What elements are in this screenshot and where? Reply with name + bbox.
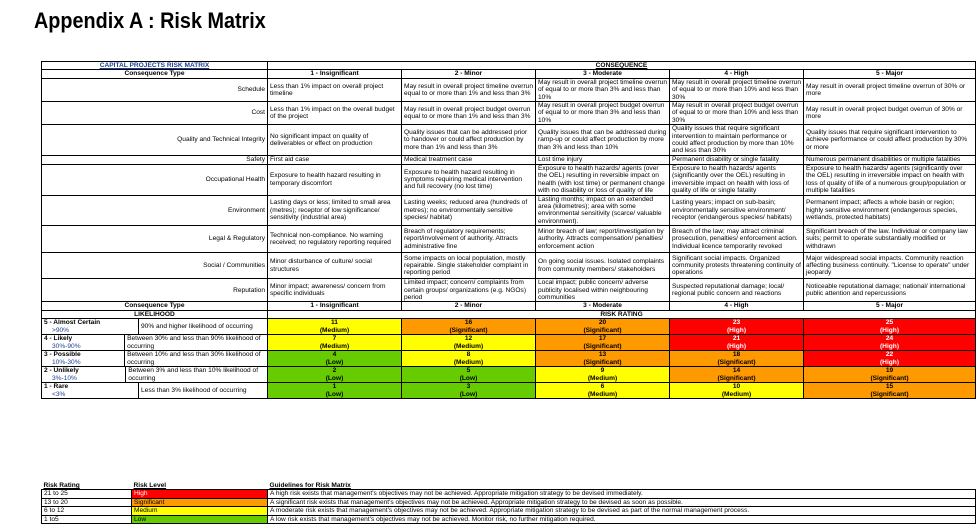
risk-rating-cell bbox=[536, 383, 670, 399]
risk-score: 18 bbox=[732, 351, 741, 359]
risk-score: 20 bbox=[598, 319, 607, 327]
legend-header: Risk Rating bbox=[43, 482, 80, 489]
consequence-type-label: Consequence Type bbox=[42, 70, 268, 78]
likelihood-row bbox=[42, 383, 976, 399]
risk-rating-cell bbox=[804, 351, 976, 367]
risk-rating-cell bbox=[402, 383, 536, 399]
likelihood-label bbox=[42, 383, 139, 398]
level-header: 1 - Insignificant bbox=[268, 302, 402, 310]
legend-level: Low bbox=[132, 515, 268, 523]
consequence-cell: Minor disturbance of culture/ social structures bbox=[268, 253, 402, 279]
level-header: 5 - Major bbox=[804, 70, 976, 78]
consequence-levels-row bbox=[42, 70, 976, 78]
consequence-cell: Numerous permanent disabilities or multiple fatalities bbox=[804, 155, 976, 164]
legend-range: 6 to 12 bbox=[42, 507, 132, 515]
consequence-type: Legal & Regulatory bbox=[42, 226, 268, 253]
risk-rating-cell bbox=[670, 367, 804, 383]
legend-row bbox=[42, 498, 976, 506]
risk-score: 12 bbox=[464, 335, 473, 343]
risk-level: (High) bbox=[879, 326, 900, 334]
risk-rating-cell bbox=[536, 367, 670, 383]
likelihood-label-cell bbox=[42, 367, 268, 383]
legend-range: 1 to5 bbox=[42, 515, 132, 523]
risk-level: (High) bbox=[879, 342, 900, 350]
consequence-cell: No significant impact on quality of deliverables or effect on production bbox=[268, 125, 402, 156]
consequence-type: Cost bbox=[42, 102, 268, 125]
risk-level: (Significant) bbox=[583, 342, 622, 350]
risk-score: 25 bbox=[885, 319, 894, 327]
risk-rating-cell bbox=[670, 319, 804, 335]
risk-rating-cell bbox=[804, 335, 976, 351]
legend-guideline: A moderate risk exists that management's objectives may not be achieved. Appropriate mitigation strategy to be devised as part of the normal management process. bbox=[268, 507, 976, 515]
risk-score: 1 bbox=[332, 383, 337, 391]
risk-rating-cell bbox=[536, 319, 670, 335]
risk-level: (Medium) bbox=[721, 390, 752, 398]
risk-score: 14 bbox=[732, 367, 741, 375]
level-header: 4 - High bbox=[670, 70, 804, 78]
risk-rating-cell bbox=[402, 351, 536, 367]
risk-score: 7 bbox=[332, 335, 337, 343]
consequence-row bbox=[42, 125, 976, 156]
consequence-cell: Quality issues that require significant intervention to maintain performance or could affect production by more than 10% and less than 30% bbox=[670, 125, 804, 156]
consequence-cell: Permanent impact; affects a whole basin or region; highly sensitive environment (endangerous species, wetlands, protected habitats) bbox=[804, 195, 976, 226]
consequence-cell: Exposure to health hazard resulting in temporary discomfort bbox=[268, 164, 402, 195]
consequence-cell: Lasting months; impact on an extended area (kilometres); area with some environmental sensitivity (scarce/ valuable environment). bbox=[536, 195, 670, 226]
consequence-type: Safety bbox=[42, 155, 268, 164]
consequence-cell: Permanent disability or single fatality bbox=[670, 155, 804, 164]
risk-score: 24 bbox=[885, 335, 894, 343]
consequence-cell: May result in overall project budget overrun of equal to or more than 3% and less than 10% bbox=[536, 102, 670, 125]
likelihood-range: <3% bbox=[52, 390, 66, 398]
likelihood-range: 3%-10% bbox=[52, 374, 77, 382]
risk-score: 6 bbox=[600, 383, 605, 391]
likelihood-row bbox=[42, 351, 976, 367]
risk-rating-cell bbox=[402, 319, 536, 335]
risk-score: 23 bbox=[732, 319, 741, 327]
consequence-cell: First aid case bbox=[268, 155, 402, 164]
risk-rating-header: RISK RATING bbox=[268, 310, 976, 318]
consequence-type-label: Consequence Type bbox=[42, 302, 268, 310]
risk-matrix-table bbox=[41, 61, 976, 399]
risk-level: (Low) bbox=[325, 358, 344, 366]
risk-score: 5 bbox=[466, 367, 471, 375]
legend-level: Significant bbox=[132, 498, 268, 506]
risk-rating-cell bbox=[670, 383, 804, 399]
likelihood-desc: Less than 3% likelihood of occurring bbox=[141, 386, 247, 394]
risk-level: (Medium) bbox=[453, 342, 484, 350]
likelihood-desc: Between 3% and less than 10% likelihood of occurring bbox=[128, 367, 259, 382]
consequence-cell: Exposure to health hazards/ agents (significantly over the OEL) resulting in irreversible impact on health with loss of quality of life of a numerous group/population or multiple fatalities bbox=[804, 164, 976, 195]
consequence-cell: Medical treatment case bbox=[402, 155, 536, 164]
likelihood-range: 30%-90% bbox=[52, 342, 81, 350]
risk-level: (Significant) bbox=[717, 358, 756, 366]
consequence-cell: Quality issues that can be addressed during ramp-up or could affect production by more than 3% and less than 10% bbox=[536, 125, 670, 156]
consequence-row bbox=[42, 226, 976, 253]
consequence-type: Social / Communities bbox=[42, 253, 268, 279]
risk-score: 21 bbox=[732, 335, 741, 343]
risk-level: (Low) bbox=[459, 374, 478, 382]
risk-level: (Low) bbox=[325, 390, 344, 398]
legend-row bbox=[42, 515, 976, 523]
risk-rating-cell bbox=[804, 367, 976, 383]
consequence-cell: Minor breach of law; report/investigation by authority. Attracts compensation/ penalties/ enforcement action bbox=[536, 226, 670, 253]
consequence-cell: On going social issues. Isolated complaints from community members/ stakeholders bbox=[536, 253, 670, 279]
risk-rating-cell bbox=[402, 335, 536, 351]
consequence-cell: Lasting years; impact on sub-basin; environmentally sensitive environment/ receptor (endangerous species/ habitats) bbox=[670, 195, 804, 226]
likelihood-label bbox=[42, 335, 125, 350]
consequence-type: Quality and Technical Integrity bbox=[42, 125, 268, 156]
risk-level: (High) bbox=[726, 326, 747, 334]
consequence-row bbox=[42, 279, 976, 302]
risk-rating-cell bbox=[268, 383, 402, 399]
risk-level: (Medium) bbox=[319, 342, 350, 350]
level-header: 3 - Moderate bbox=[536, 70, 670, 78]
consequence-header: CONSEQUENCE bbox=[268, 62, 976, 70]
legend-row bbox=[42, 490, 976, 498]
level-header: 3 - Moderate bbox=[536, 302, 670, 310]
consequence-type: Schedule bbox=[42, 78, 268, 101]
consequence-cell: Less than 1% impact on the overall budget of the project bbox=[268, 102, 402, 125]
risk-level: (Medium) bbox=[453, 358, 484, 366]
risk-rating-cell bbox=[402, 367, 536, 383]
level-header: 2 - Minor bbox=[402, 302, 536, 310]
risk-level: (Significant) bbox=[449, 326, 488, 334]
risk-level: (High) bbox=[879, 358, 900, 366]
consequence-cell: May result in overall project budget overrun of equal to or more than 10% and less than 30% bbox=[670, 102, 804, 125]
likelihood-name: 3 - Possible bbox=[44, 351, 81, 359]
consequence-cell: May result in overall project budget overrun of 30% or more bbox=[804, 102, 976, 125]
risk-rating-cell bbox=[268, 319, 402, 335]
likelihood-range: >90% bbox=[52, 326, 70, 334]
consequence-cell: Minor impact; awareness/ concern from specific individuals bbox=[268, 279, 402, 302]
consequence-cell: Noticeable reputational damage; national/ international public attention and repercussions bbox=[804, 279, 976, 302]
likelihood-range: 10%-30% bbox=[52, 358, 81, 366]
risk-level: (Significant) bbox=[583, 358, 622, 366]
consequence-cell: Exposure to health hazards/ agents (significantly over the OEL) resulting in irreversible impact on health with loss of quality of life or single fatality bbox=[670, 164, 804, 195]
consequence-cell: Local impact; public concern/ adverse publicity localised within neighbouring communities bbox=[536, 279, 670, 302]
legend-guideline: A high risk exists that management's objectives may not be achieved. Appropriate mitigation strategy to be devised immediately. bbox=[268, 490, 976, 498]
likelihood-desc: 90% and higher likelihood of occurring bbox=[141, 322, 253, 330]
risk-level: (High) bbox=[726, 342, 747, 350]
consequence-cell: Lasting weeks; reduced area (hundreds of metres); no environmentally sensitive species/ habitat) bbox=[402, 195, 536, 226]
consequence-levels-row bbox=[42, 302, 976, 310]
risk-level: (Low) bbox=[325, 374, 344, 382]
consequence-cell: Some impacts on local population, mostly repairable. Single stakeholder complaint in reporting period bbox=[402, 253, 536, 279]
likelihood-name: 1 - Rare bbox=[44, 383, 69, 391]
consequence-cell: Limited impact; concern/ complaints from certain groups/ organizations (e.g. NGOs) period bbox=[402, 279, 536, 302]
consequence-cell: Suspected reputational damage; local/ regional public concern and reactions bbox=[670, 279, 804, 302]
risk-level: (Medium) bbox=[587, 374, 618, 382]
risk-score: 11 bbox=[331, 319, 338, 327]
risk-level: (Medium) bbox=[587, 390, 618, 398]
risk-level: (Significant) bbox=[870, 390, 909, 398]
risk-rating-cell bbox=[268, 335, 402, 351]
consequence-cell: Exposure to health hazard resulting in symptoms requiring medical intervention and full recovery (no lost time) bbox=[402, 164, 536, 195]
likelihood-name: 5 - Almost Certain bbox=[44, 319, 101, 327]
risk-rating-cell bbox=[804, 319, 976, 335]
risk-score: 3 bbox=[466, 383, 471, 391]
level-header: 5 - Major bbox=[804, 302, 976, 310]
legend-header: Guidelines for Risk Matrix bbox=[269, 482, 351, 489]
risk-score: 16 bbox=[464, 319, 473, 327]
legend-guideline: A low risk exists that management's objectives may not be achieved. Monitor risk, no further mitigation required. bbox=[268, 515, 976, 523]
likelihood-label-cell bbox=[42, 351, 268, 367]
level-header: 1 - Insignificant bbox=[268, 70, 402, 78]
risk-rating-cell bbox=[670, 351, 804, 367]
consequence-cell: Breach of the law; may attract criminal prosecution, penalties/ enforcement action. Individual licence temporarily revoked bbox=[670, 226, 804, 253]
risk-level: (Significant) bbox=[717, 374, 756, 382]
likelihood-label-cell bbox=[42, 383, 268, 399]
risk-level: (Significant) bbox=[583, 326, 622, 334]
risk-score: 19 bbox=[885, 367, 894, 375]
risk-score: 4 bbox=[332, 351, 337, 359]
page-title: Appendix A : Risk Matrix bbox=[34, 8, 266, 33]
consequence-type: Reputation bbox=[42, 279, 268, 302]
likelihood-desc: Between 10% and less than 30% likelihood of occurring bbox=[127, 351, 261, 366]
consequence-row bbox=[42, 155, 976, 164]
consequence-cell: Major widespread social impacts. Community reaction affecting business continuity. "License to operate" under jeopardy bbox=[804, 253, 976, 279]
likelihood-row bbox=[42, 335, 976, 351]
consequence-cell: May result in overall project timeline overrun of equal to or more than 3% and less than 10% bbox=[536, 78, 670, 101]
likelihood-row bbox=[42, 367, 976, 383]
consequence-row bbox=[42, 195, 976, 226]
likelihood-name: 2 - Unlikely bbox=[44, 367, 79, 375]
risk-legend-table bbox=[41, 482, 976, 524]
consequence-cell: Exposure to health hazards/ agents (over the OEL) resulting in reversible impact on health (with lost time) or permanent change with no disability or loss of quality of life bbox=[536, 164, 670, 195]
risk-score: 10 bbox=[732, 383, 741, 391]
legend-guideline: A significant risk exists that management's objectives may not be achieved. Appropriate mitigation strategy to be devised as soon as possible. bbox=[268, 498, 976, 506]
consequence-cell: Quality issues that can be addressed prior to handover or could affect production by more than 1% and less than 3% bbox=[402, 125, 536, 156]
likelihood-label-cell bbox=[42, 319, 268, 335]
risk-rating-cell bbox=[804, 383, 976, 399]
likelihood-name: 4 - Likely bbox=[44, 335, 73, 343]
matrix-caption: CAPITAL PROJECTS RISK MATRIX bbox=[42, 62, 268, 70]
consequence-cell: Significant social impacts. Organized community protests threatening continuity of operations bbox=[670, 253, 804, 279]
consequence-cell: May result in overall project budget overrun equal to or more than 1% and less than 3% bbox=[402, 102, 536, 125]
risk-rating-cell bbox=[670, 335, 804, 351]
risk-score: 13 bbox=[598, 351, 607, 359]
likelihood-label bbox=[42, 367, 126, 382]
legend-level: Medium bbox=[132, 507, 268, 515]
consequence-type: Occupational Health bbox=[42, 164, 268, 195]
consequence-cell: May result in overall project timeline overrun of 30% or more bbox=[804, 78, 976, 101]
consequence-cell: Technical non-compliance. No warning received; no regulatory reporting required bbox=[268, 226, 402, 253]
consequence-row bbox=[42, 164, 976, 195]
risk-level: (Significant) bbox=[870, 374, 909, 382]
legend-row bbox=[42, 507, 976, 515]
risk-score: 17 bbox=[598, 335, 607, 343]
consequence-cell: Lasting days or less; limited to small area (metres); receptor of low significance/ sensitivity (industrial area) bbox=[268, 195, 402, 226]
legend-header: Risk Level bbox=[133, 482, 167, 489]
risk-score: 15 bbox=[885, 383, 894, 391]
legend-level: High bbox=[132, 490, 268, 498]
risk-level: (Low) bbox=[459, 390, 478, 398]
risk-score: 8 bbox=[466, 351, 471, 359]
consequence-cell: Quality issues that require significant intervention to achieve performance or could affect production by 30% or more bbox=[804, 125, 976, 156]
consequence-cell: Lost time injury bbox=[536, 155, 670, 164]
consequence-type: Environment bbox=[42, 195, 268, 226]
consequence-row bbox=[42, 102, 976, 125]
risk-score: 2 bbox=[332, 367, 337, 375]
risk-level: (Medium) bbox=[319, 326, 350, 334]
risk-rating-cell bbox=[536, 335, 670, 351]
likelihood-header: LIKELIHOOD bbox=[42, 310, 268, 318]
risk-rating-cell bbox=[536, 351, 670, 367]
legend-range: 21 to 25 bbox=[42, 490, 132, 498]
risk-rating-cell bbox=[268, 351, 402, 367]
risk-score: 22 bbox=[885, 351, 894, 359]
level-header: 2 - Minor bbox=[402, 70, 536, 78]
consequence-cell: Significant breach of the law. Individual or company law suits; permit to operate substantially modified or withdrawn bbox=[804, 226, 976, 253]
consequence-cell: Less than 1% impact on overall project timeline bbox=[268, 78, 402, 101]
likelihood-label bbox=[42, 319, 139, 334]
legend-range: 13 to 20 bbox=[42, 498, 132, 506]
consequence-cell: Breach of regulatory requirements; report/involvement of authority. Attracts administrative fine bbox=[402, 226, 536, 253]
consequence-row bbox=[42, 253, 976, 279]
likelihood-label-cell bbox=[42, 335, 268, 351]
likelihood-row bbox=[42, 319, 976, 335]
likelihood-label bbox=[42, 351, 125, 366]
level-header: 4 - High bbox=[670, 302, 804, 310]
risk-score: 9 bbox=[600, 367, 605, 375]
likelihood-desc: Between 30% and less than 90% likelihood of occurring bbox=[127, 335, 261, 350]
consequence-row bbox=[42, 78, 976, 101]
consequence-cell: May result in overall project timeline overrun of equal to or more than 10% and less than 30% bbox=[670, 78, 804, 101]
risk-rating-cell bbox=[268, 367, 402, 383]
consequence-cell: May result in overall project timeline overrun equal to or more than 1% and less than 3% bbox=[402, 78, 536, 101]
